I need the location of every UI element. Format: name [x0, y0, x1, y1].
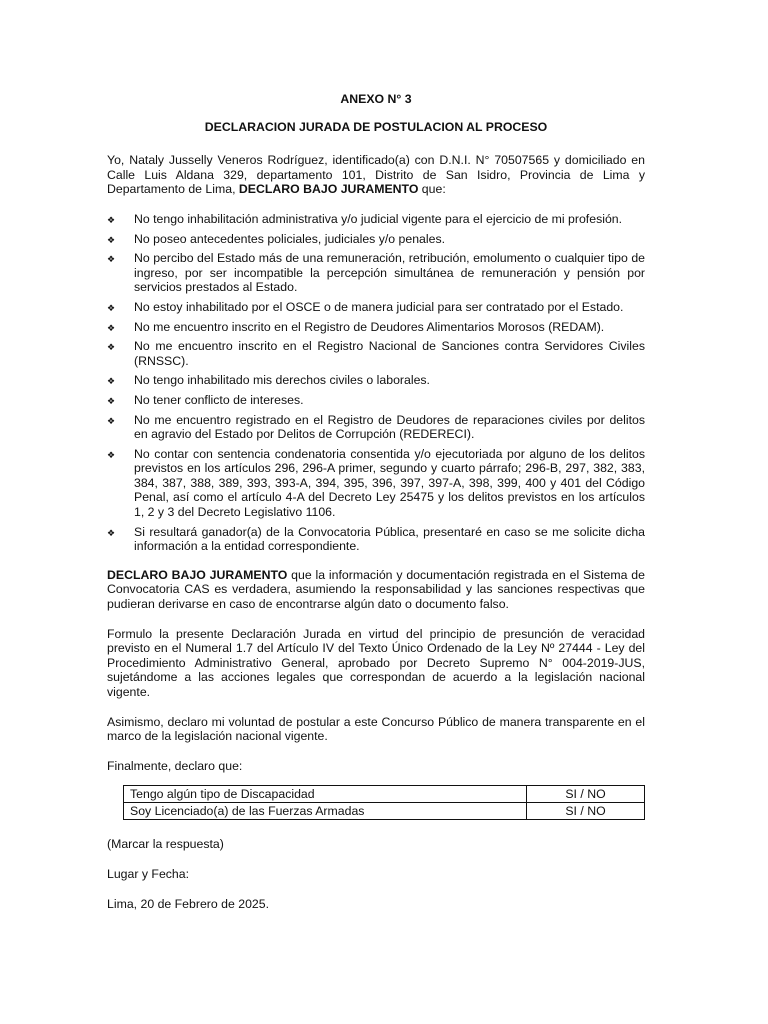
- declaration-table: [123, 785, 645, 820]
- declaration-text: No tengo inhabilitado mis derechos civiles o laborales.: [134, 373, 430, 388]
- declaration-item: [107, 320, 645, 335]
- declaration-item: [107, 413, 645, 442]
- declaration-item: [107, 232, 645, 247]
- diamond-bullet-icon: ❖: [107, 395, 116, 406]
- truth-bold: DECLARO BAJO JURAMENTO: [107, 567, 288, 582]
- declaration-item: [107, 393, 645, 408]
- will-paragraph: Asimismo, declaro mi voluntad de postular a este Concurso Público de manera transparente en el marco de la legislación nacional vigente.: [107, 714, 645, 744]
- declaration-item: [107, 525, 645, 554]
- declaration-text: No estoy inhabilitado por el OSCE o de manera judicial para ser contratado por el Estado.: [134, 299, 624, 314]
- diamond-bullet-icon: ❖: [107, 214, 116, 225]
- intro-bold: DECLARO BAJO JURAMENTO: [238, 182, 419, 197]
- intro-tail: que:: [418, 182, 446, 197]
- table-row: [124, 786, 645, 803]
- document-title: DECLARACION JURADA DE POSTULACION AL PROCESO: [204, 119, 548, 134]
- declaration-text: No me encuentro inscrito en el Registro Nacional de Sanciones contra Servidores Civiles (RNSSC).: [134, 339, 645, 368]
- diamond-bullet-icon: ❖: [107, 234, 116, 245]
- declaration-item: [107, 300, 645, 315]
- declarations-list: [107, 212, 645, 554]
- question-cell: Soy Licenciado(a) de las Fuerzas Armadas: [124, 803, 527, 820]
- diamond-bullet-icon: ❖: [107, 449, 116, 460]
- declaration-item: [107, 212, 645, 227]
- declaration-text: No tener conflicto de intereses.: [134, 392, 304, 407]
- declaration-text: No percibo del Estado más de una remuneración, retribución, emolumento o cualquier tipo de ingreso, por ser incompatible la percepción simultánea de remuneración y pensión por servicios prestados al Estado.: [134, 251, 645, 295]
- annex-number: ANEXO N° 3: [340, 92, 412, 106]
- diamond-bullet-icon: ❖: [107, 527, 116, 538]
- declaration-text: Si resultará ganador(a) de la Convocatoria Pública, presentaré en caso se me solicite dicha información a la entidad correspondiente.: [134, 524, 645, 554]
- answer-cell[interactable]: SI / NO: [527, 803, 645, 820]
- table-row: [124, 803, 645, 820]
- legal-paragraph: Formulo la presente Declaración Jurada en virtud del principio de presunción de veracidad previsto en el Numeral 1.7 del Artículo IV del Texto Único Ordenado de la Ley Nº 27444 - Ley del Procedimiento Administrativo General, aprobado por Decreto Supremo N° 004-2019-JUS, sujetándome a las acciones legales que correspondan de acuerdo a la legislación nacional vigente.: [107, 626, 645, 699]
- declaration-item: [107, 447, 645, 520]
- diamond-bullet-icon: ❖: [107, 376, 116, 387]
- diamond-bullet-icon: ❖: [107, 322, 116, 333]
- declaration-text: No contar con sentencia condenatoria consentida y/o ejecutoriada por alguno de los delitos previstos en los artículos 296, 296-A primer, segundo y cuarto párrafo; 296-B, 297, 382, 383, 384, 387, 388, 389, 393, 393-A, 394, 395, 396, 397, 397-A, 398, 399, 400 y 401 del Código Penal, así como el artículo 4-A del Decreto Ley 25475 y los delitos previstos en los artículos 1, 2 y 3 del Decreto Legislativo 1106.: [134, 446, 645, 520]
- finally-text: Finalmente, declaro que:: [107, 758, 243, 773]
- declaration-item: [107, 251, 645, 295]
- diamond-bullet-icon: ❖: [107, 254, 116, 265]
- diamond-bullet-icon: ❖: [107, 302, 116, 313]
- declaration-item: [107, 339, 645, 368]
- declaration-text: No me encuentro inscrito en el Registro de Deudores Alimentarios Morosos (REDAM).: [134, 319, 605, 334]
- document-page: [107, 92, 645, 926]
- place-date-value: Lima, 20 de Febrero de 2025.: [107, 896, 270, 911]
- question-cell: Tengo algún tipo de Discapacidad: [124, 786, 527, 803]
- truth-text: que la información y documentación registrada en el Sistema de Convocatoria CAS es verdadera, asumiendo la responsabilidad y las sanciones respectivas que pudieran derivarse en caso de encontrarse algún dato o documento falso.: [107, 567, 645, 612]
- mark-note: (Marcar la respuesta): [107, 837, 224, 852]
- truth-paragraph: [107, 568, 645, 612]
- declaration-text: No tengo inhabilitación administrativa y/o judicial vigente para el ejercicio de mi profesión.: [134, 211, 623, 226]
- intro-text: Yo, Nataly Jusselly Veneros Rodríguez, identificado(a) con D.N.I. N° 70507565 y domiciliado en Calle Luis Aldana 329, departamento 101, Distrito de San Isidro, Provincia de Lima y Departamento de Lima,: [107, 153, 645, 197]
- diamond-bullet-icon: ❖: [107, 342, 116, 353]
- declaration-text: No me encuentro registrado en el Registro de Deudores de reparaciones civiles por delitos en agravio del Estado por Delitos de Corrupción (REDERECI).: [134, 412, 645, 442]
- declaration-item: [107, 373, 645, 388]
- intro-paragraph: [107, 153, 645, 197]
- diamond-bullet-icon: ❖: [107, 415, 116, 426]
- answer-cell[interactable]: SI / NO: [527, 786, 645, 803]
- declaration-text: No poseo antecedentes policiales, judiciales y/o penales.: [134, 231, 446, 246]
- place-date-label: Lugar y Fecha:: [107, 866, 190, 881]
